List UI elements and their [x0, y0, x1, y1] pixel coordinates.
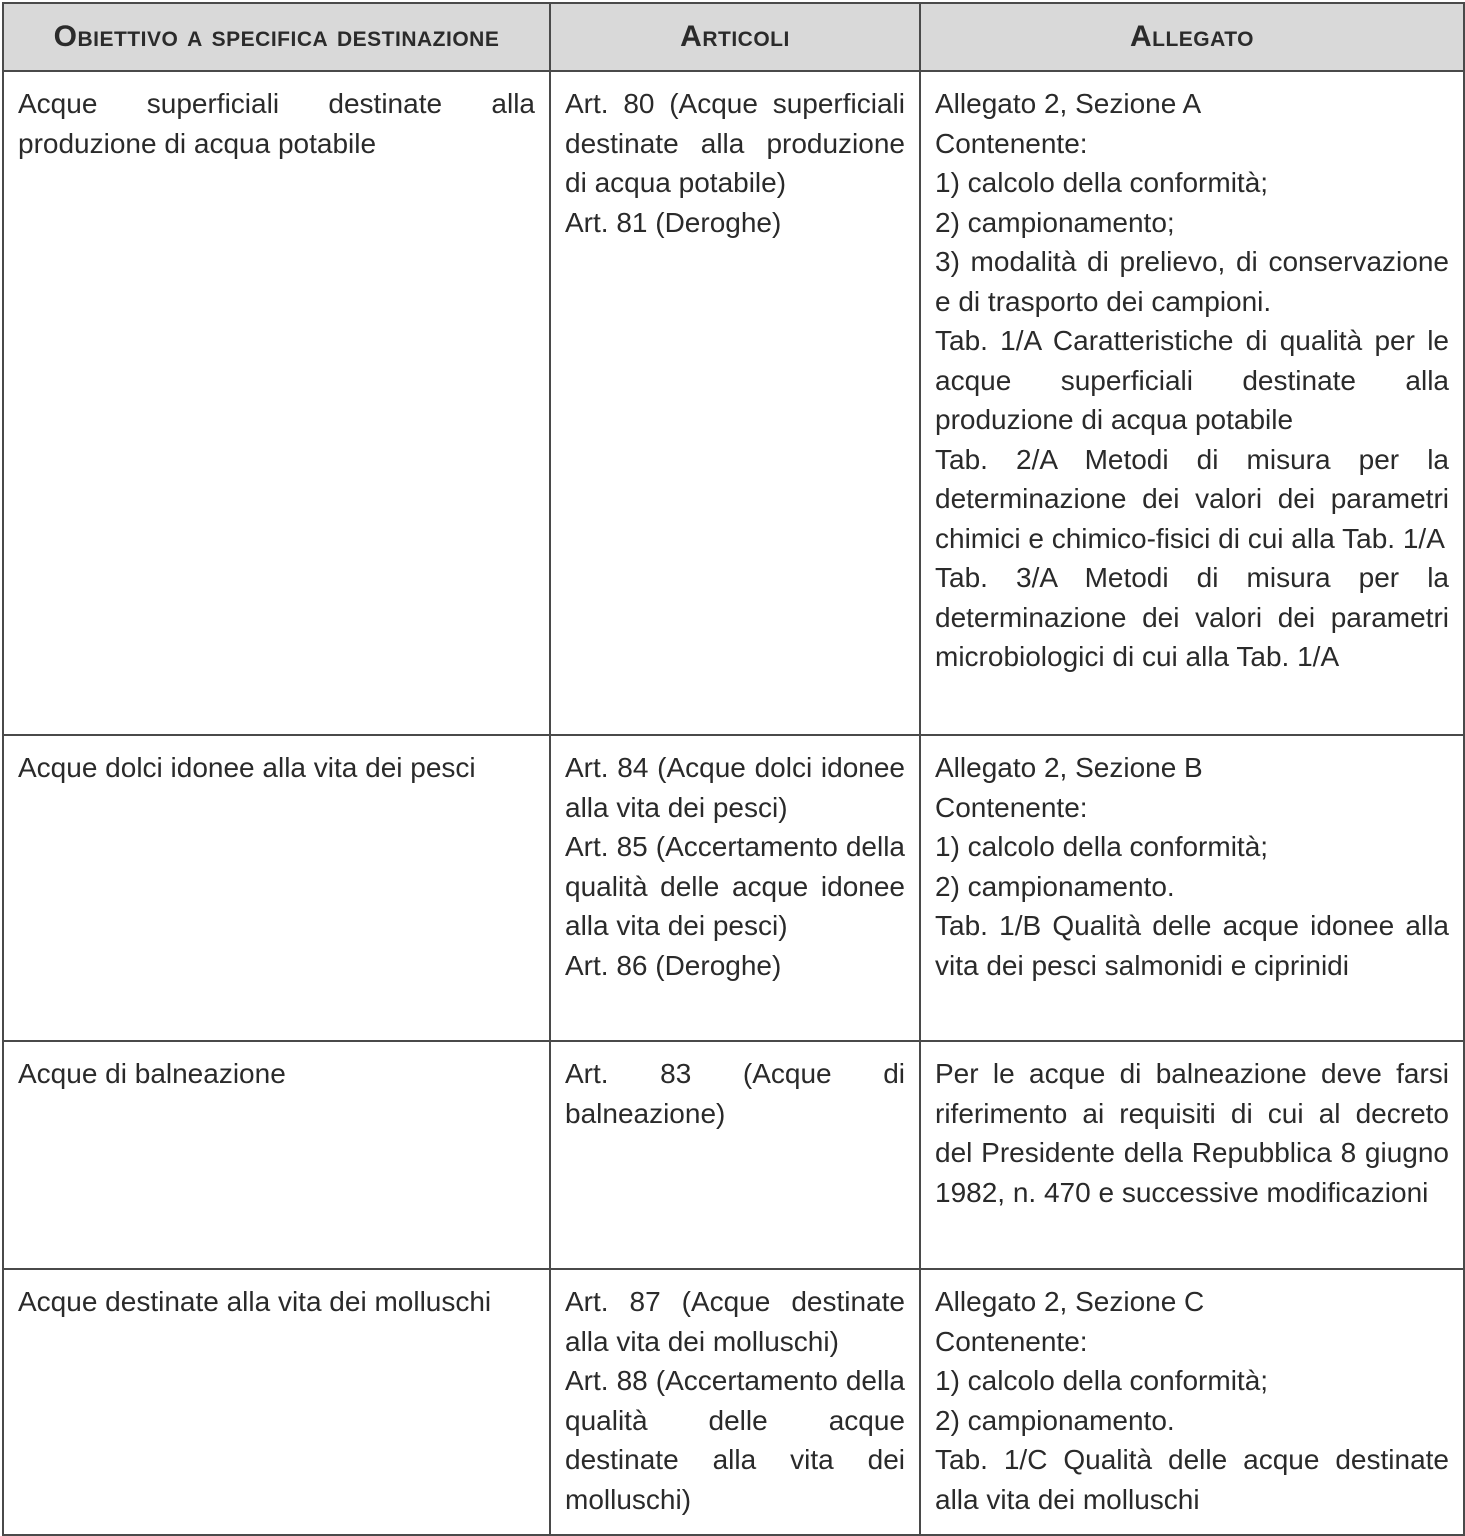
destinations-table: [2, 2, 1465, 1536]
header-articoli: Articoli: [550, 3, 920, 71]
cell-allegato: [920, 1269, 1464, 1535]
allegato-line: Tab. 1/C Qualità delle acque destinate alla vita dei molluschi: [935, 1444, 1449, 1515]
allegato-line: Tab. 2/A Metodi di misura per la determinazione dei valori dei parametri chimici e chimico-fisici di cui alla Tab. 1/A: [935, 443, 1449, 554]
cell-obiettivo: Acque di balneazione: [3, 1041, 550, 1269]
allegato-line: Allegato 2, Sezione C: [935, 1286, 1205, 1317]
articolo-line: Art. 86 (Deroghe): [565, 949, 782, 981]
cell-articoli: [550, 1041, 920, 1269]
header-allegato: Allegato: [920, 3, 1464, 71]
articolo-line: Art. 83 (Acque di balneazione): [565, 1058, 905, 1129]
allegato-line: Tab. 1/B Qualità delle acque idonee alla vita dei pesci salmonidi e ciprinidi: [935, 910, 1449, 981]
allegato-line: Allegato 2, Sezione A: [935, 88, 1202, 119]
cell-articoli: [550, 71, 920, 735]
table-row: [3, 1269, 1464, 1535]
cell-obiettivo: Acque destinate alla vita dei molluschi: [3, 1269, 550, 1535]
cell-articoli: [550, 1269, 920, 1535]
allegato-line: Contenente:: [935, 791, 1088, 823]
allegato-line: 1) calcolo della conformità;: [935, 167, 1269, 198]
cell-allegato: [920, 71, 1464, 735]
cell-allegato: [920, 1041, 1464, 1269]
header-obiettivo: Obiettivo a specifica destinazione: [3, 3, 550, 71]
allegato-line: 2) campionamento.: [935, 1404, 1175, 1436]
cell-obiettivo: Acque superficiali destinate alla produzione di acqua potabile: [3, 71, 550, 735]
articolo-line: Art. 80 (Acque superficiali destinate alla produzione di acqua potabile): [565, 88, 905, 198]
allegato-line: 3) modalità di prelievo, di conservazione e di trasporto dei campioni.: [935, 246, 1449, 317]
articolo-line: Art. 85 (Accertamento della qualità delle acque idonee alla vita dei pesci): [565, 831, 905, 941]
allegato-line: 1) calcolo della conformità;: [935, 831, 1269, 862]
allegato-line: Tab. 3/A Metodi di misura per la determinazione dei valori dei parametri microbiologici di cui alla Tab. 1/A: [935, 562, 1449, 672]
table-header-row: [3, 3, 1464, 71]
allegato-line: 2) campionamento.: [935, 870, 1175, 902]
allegato-line: Per le acque di balneazione deve farsi riferimento ai requisiti di cui al decreto del Presidente della Repubblica 8 giugno 1982, n. 470 e successive modificazioni: [935, 1058, 1449, 1208]
allegato-line: Contenente:: [935, 127, 1088, 159]
cell-obiettivo: Acque dolci idonee alla vita dei pesci: [3, 735, 550, 1041]
table-row: [3, 735, 1464, 1041]
table-row: [3, 71, 1464, 735]
allegato-line: 1) calcolo della conformità;: [935, 1365, 1269, 1396]
articolo-line: Art. 84 (Acque dolci idonee alla vita dei pesci): [565, 752, 905, 823]
cell-allegato: [920, 735, 1464, 1041]
allegato-line: Allegato 2, Sezione B: [935, 752, 1203, 783]
table-row: [3, 1041, 1464, 1269]
allegato-line: Contenente:: [935, 1325, 1088, 1357]
articolo-line: Art. 87 (Acque destinate alla vita dei molluschi): [565, 1286, 905, 1357]
allegato-line: 2) campionamento;: [935, 206, 1175, 238]
articolo-line: Art. 88 (Accertamento della qualità delle acque destinate alla vita dei molluschi): [565, 1365, 905, 1515]
articolo-line: Art. 81 (Deroghe): [565, 206, 782, 238]
cell-articoli: [550, 735, 920, 1041]
allegato-line: Tab. 1/A Caratteristiche di qualità per le acque superficiali destinate alla produzione di acqua potabile: [935, 325, 1449, 435]
